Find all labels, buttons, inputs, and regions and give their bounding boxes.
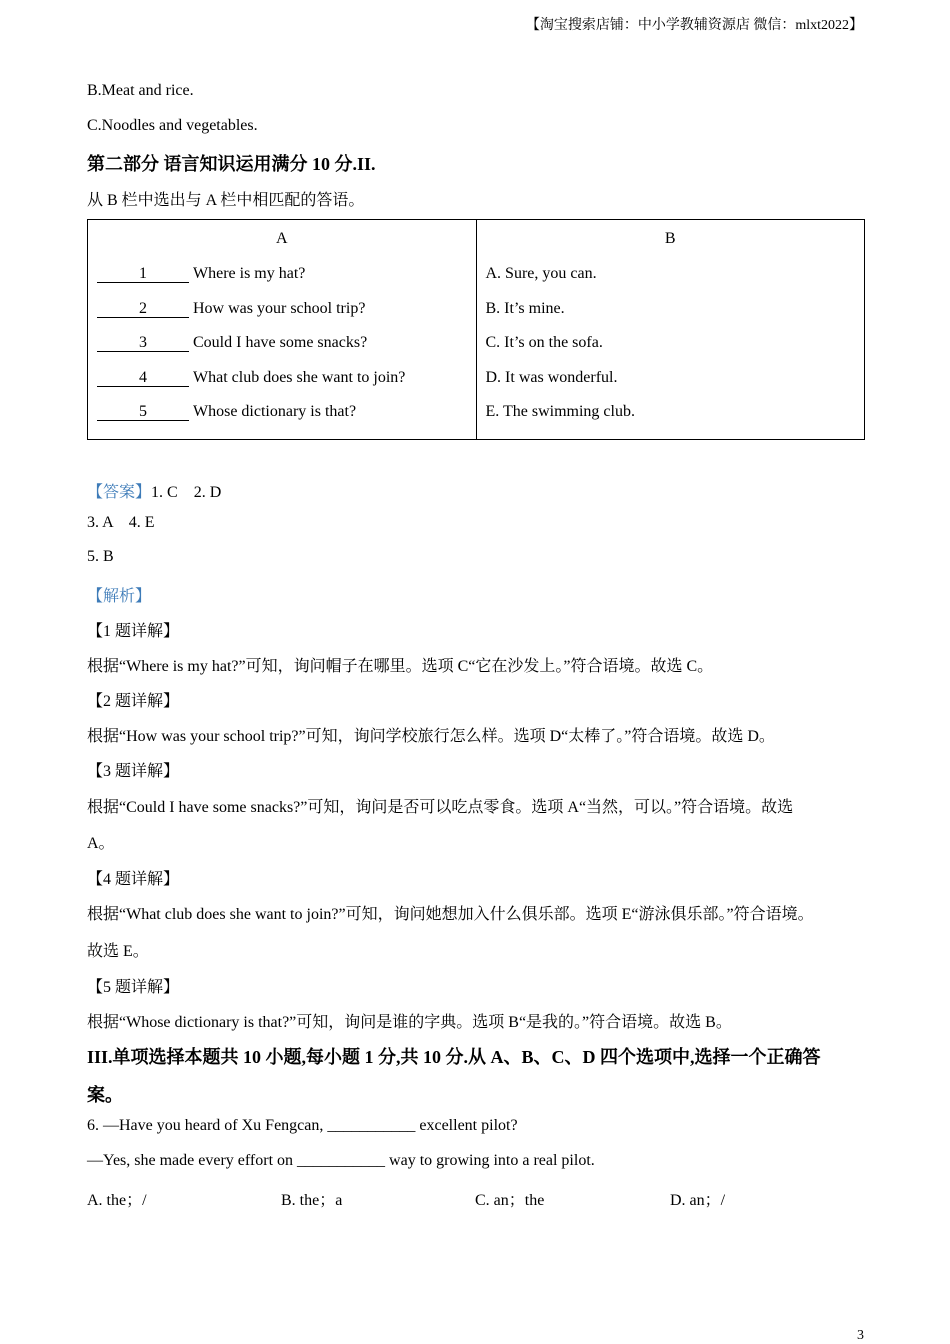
column-a-header: A [275,230,288,247]
table-row [97,265,305,283]
analysis-title-4: 【4 题详解】 [87,871,180,888]
page-header: 【淘宝搜索店铺：中小学教辅资源店 微信：mlxt2022】 [525,18,863,33]
analysis-title-3: 【3 题详解】 [87,763,180,780]
analysis-text-4-cont: 故选 E。 [87,943,149,960]
part3-title: III.单项选择本题共 10 小题,每小题 1 分,共 10 分.从 A、B、C、D 四个选项中,选择一个正确答 [87,1047,821,1067]
analysis-label: 【解析】 [87,588,152,605]
table-row [97,300,365,318]
answer-blank: 5 [97,404,189,421]
answer-option: A. Sure, you can. [485,265,597,282]
question-text: How was your school trip? [193,300,366,317]
analysis-text-3-cont: A。 [87,835,115,852]
question-text: Could I have some snacks? [193,334,368,351]
answer-blank: 3 [97,335,189,352]
analysis-title-1: 【1 题详解】 [87,623,180,640]
table-row [97,369,405,387]
option-b-prev: B.Meat and rice. [87,82,194,99]
answer-label: 【答案】 [87,484,152,501]
matching-table [87,219,865,440]
answer-block [87,479,221,502]
table-row [97,334,367,352]
part2-title: 第二部分 语言知识运用满分 10 分.II. [87,154,376,174]
question-text: Where is my hat? [193,265,306,282]
column-a [88,220,477,440]
column-b-header: B [664,230,676,247]
analysis-title-5: 【5 题详解】 [87,979,180,996]
question-text: What club does she want to join? [193,369,406,386]
analysis-title-2: 【2 题详解】 [87,693,180,710]
question-6-option-b: B. the；a [281,1192,343,1209]
analysis-text-1: 根据“Where is my hat?”可知，询问帽子在哪里。选项 C“它在沙发上。”符合语境。故选 C。 [87,658,714,675]
question-6-line-2: —Yes, she made every effort on ___________ way to growing into a real pilot. [87,1152,595,1169]
analysis-text-2: 根据“How was your school trip?”可知，询问学校旅行怎么样。选项 D“太棒了。”符合语境。故选 D。 [87,728,775,745]
answer-option: B. It’s mine. [485,300,565,317]
question-6-option-c: C. an；the [475,1192,545,1209]
answer-blank: 2 [97,301,189,318]
answer-blank: 1 [97,266,189,283]
option-c-prev: C.Noodles and vegetables. [87,117,258,134]
column-b [476,220,865,440]
answer-option: D. It was wonderful. [485,369,618,386]
analysis-text-5: 根据“Whose dictionary is that?”可知，询问是谁的字典。选项 B“是我的。”符合语境。故选 B。 [87,1014,732,1031]
analysis-text-4: 根据“What club does she want to join?”可知，询问她想加入什么俱乐部。选项 E“游泳俱乐部。”符合语境。 [87,906,814,923]
question-6-option-a: A. the；/ [87,1192,147,1209]
answer-option: E. The swimming club. [485,403,635,420]
page-number: 3 [857,1328,864,1343]
question-6-line-1: 6. —Have you heard of Xu Fengcan, ___________ excellent pilot? [87,1117,518,1134]
question-6-option-d: D. an；/ [670,1192,726,1209]
answer-line-1: 1. C 2. D [151,484,222,501]
answer-line-3: 5. B [87,548,114,565]
part2-instruction: 从 B 栏中选出与 A 栏中相匹配的答语。 [87,192,365,209]
part3-title-cont: 案。 [87,1085,123,1105]
analysis-text-3: 根据“Could I have some snacks?”可知，询问是否可以吃点零食。选项 A“当然，可以。”符合语境。故选 [87,799,794,816]
answer-line-2: 3. A 4. E [87,514,155,531]
question-text: Whose dictionary is that? [193,403,357,420]
answer-option: C. It’s on the sofa. [485,334,603,351]
table-row [97,403,356,421]
answer-blank: 4 [97,370,189,387]
